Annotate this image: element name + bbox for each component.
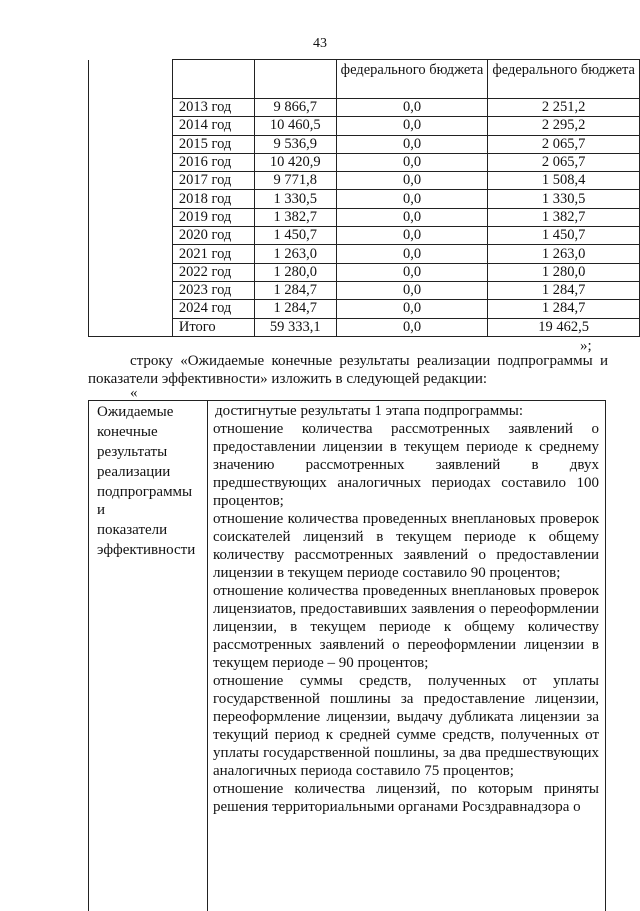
cell-total: 1 280,0 — [254, 263, 336, 281]
cell-year: 2019 год — [172, 208, 254, 226]
results-item: отношение количества проведенных внеплановых проверок соискателей лицензий в текущем периоде к общему количеству рассмотренных заявлений о предоставлении лицензии в текущем периоде составило 90 процентов; — [213, 511, 599, 581]
cell-total: 9 536,9 — [254, 135, 336, 153]
results-label-line: Ожидаемые — [97, 404, 174, 420]
cell-fed1: 0,0 — [336, 300, 488, 318]
cell-fed2: 2 251,2 — [488, 99, 640, 117]
cell-year: 2013 год — [172, 99, 254, 117]
opening-quote: « — [130, 385, 138, 401]
results-label-line: реализации — [97, 464, 171, 480]
cell-total: 1 450,7 — [254, 227, 336, 245]
cell-fed1: 0,0 — [336, 117, 488, 135]
cell-year: 2024 год — [172, 300, 254, 318]
cell-fed2: 19 462,5 — [488, 318, 640, 336]
results-label-cell — [89, 401, 208, 911]
cell-fed2: 1 284,7 — [488, 281, 640, 299]
cell-fed2: 1 330,5 — [488, 190, 640, 208]
cell-total: 1 263,0 — [254, 245, 336, 263]
cell-fed1: 0,0 — [336, 208, 488, 226]
results-item: отношение количества рассмотренных заявлений о предоставлении лицензии в текущем периоде к среднему значению рассмотренных заявлений в двух предшествующих аналогичных периодах составило 100 процентов; — [213, 421, 599, 509]
cell-fed1: 0,0 — [336, 153, 488, 171]
cell-fed2: 2 065,7 — [488, 135, 640, 153]
cell-year: 2018 год — [172, 190, 254, 208]
results-label-line: конечные — [97, 424, 158, 440]
cell-fed1: 0,0 — [336, 263, 488, 281]
cell-fed1: 0,0 — [336, 99, 488, 117]
cell-fed1: 0,0 — [336, 245, 488, 263]
page-number: 43 — [313, 36, 327, 51]
cell-fed2: 1 263,0 — [488, 245, 640, 263]
cell-year: 2016 год — [172, 153, 254, 171]
results-item: отношение количества проведенных внеплановых проверок лицензиатов, предоставивших заявления о переоформлении лицензии, в текущем периоде к общему количеству рассмотренных заявлений о переоформлении лицензии в текущем периоде – 90 процентов; — [213, 583, 599, 671]
cell-fed2: 1 450,7 — [488, 227, 640, 245]
cell-fed1: 0,0 — [336, 172, 488, 190]
cell-year: 2021 год — [172, 245, 254, 263]
finance-table — [88, 59, 640, 337]
cell-year: 2020 год — [172, 227, 254, 245]
cell-total: 1 330,5 — [254, 190, 336, 208]
header-cell-fed2: федерального бюджета — [488, 60, 640, 99]
closing-quote: »; — [580, 338, 592, 354]
results-table — [88, 400, 606, 911]
cell-fed2: 1 382,7 — [488, 208, 640, 226]
finance-table-header-row — [89, 60, 640, 99]
cell-total: 9 771,8 — [254, 172, 336, 190]
cell-fed1: 0,0 — [336, 135, 488, 153]
cell-total: 1 382,7 — [254, 208, 336, 226]
results-label-line: эффективности — [97, 542, 196, 558]
cell-total: 1 284,7 — [254, 281, 336, 299]
results-subtitle: достигнутые результаты 1 этапа подпрограммы: — [215, 403, 524, 419]
results-content-cell — [213, 402, 599, 816]
finance-table-empty-cell — [89, 60, 173, 337]
cell-fed1: 0,0 — [336, 190, 488, 208]
cell-year: 2017 год — [172, 172, 254, 190]
header-cell-fed1: федерального бюджета — [336, 60, 488, 99]
cell-fed2: 2 295,2 — [488, 117, 640, 135]
cell-total: 10 460,5 — [254, 117, 336, 135]
cell-total: 10 420,9 — [254, 153, 336, 171]
header-cell-year — [172, 60, 254, 99]
cell-fed2: 2 065,7 — [488, 153, 640, 171]
cell-fed2: 1 284,7 — [488, 300, 640, 318]
cell-year: 2015 год — [172, 135, 254, 153]
cell-fed2: 1 280,0 — [488, 263, 640, 281]
cell-year: Итого — [172, 318, 254, 336]
cell-total: 59 333,1 — [254, 318, 336, 336]
results-label-line: показатели — [97, 522, 168, 538]
cell-total: 1 284,7 — [254, 300, 336, 318]
cell-year: 2014 год — [172, 117, 254, 135]
cell-fed1: 0,0 — [336, 227, 488, 245]
results-label-line: подпрограммы и — [97, 484, 193, 518]
results-label-line: результаты — [97, 444, 168, 460]
cell-total: 9 866,7 — [254, 99, 336, 117]
cell-fed1: 0,0 — [336, 318, 488, 336]
cell-year: 2022 год — [172, 263, 254, 281]
cell-fed2: 1 508,4 — [488, 172, 640, 190]
header-cell-total — [254, 60, 336, 99]
cell-fed1: 0,0 — [336, 281, 488, 299]
instruction-paragraph: строку «Ожидаемые конечные результаты реализации подпрограммы и показатели эффективности» изложить в следующей редакции: — [88, 353, 608, 387]
results-item: отношение количества лицензий, по которым приняты решения территориальными органами Росздравнадзора о — [213, 781, 599, 815]
results-item: отношение суммы средств, полученных от уплаты государственной пошлины за предоставление лицензии, переоформление лицензии, выдачу дубликата лицензии за текущий период к средней сумме средств, полученных от уплаты государственной пошлины, за два предшествующих аналогичных периода составило 75 процентов; — [213, 673, 599, 779]
cell-year: 2023 год — [172, 281, 254, 299]
